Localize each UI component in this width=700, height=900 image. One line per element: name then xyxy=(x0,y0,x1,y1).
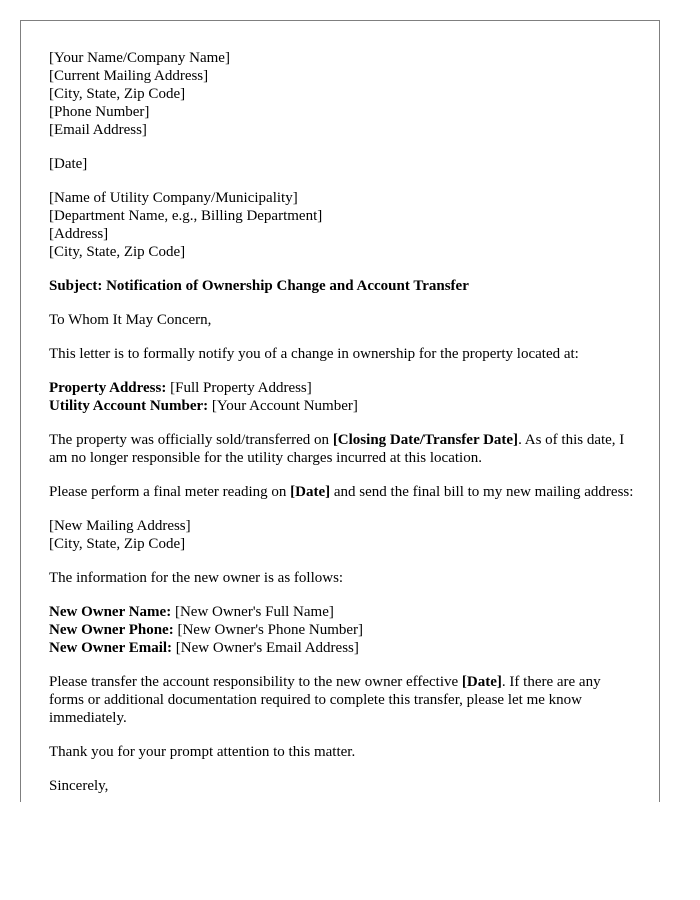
recipient-company: [Name of Utility Company/Municipality] xyxy=(49,190,298,206)
meter-paragraph xyxy=(49,483,639,501)
intro-paragraph: This letter is to formally notify you of a change in ownership for the property located at: xyxy=(49,346,579,362)
meter-text-end: and send the final bill to my new mailing address: xyxy=(330,484,634,500)
meter-text-start: Please perform a final meter reading on xyxy=(49,484,291,500)
new-owner-info xyxy=(49,603,639,657)
letter-date: [Date] xyxy=(49,156,88,172)
recipient-block xyxy=(49,189,639,261)
new-mailing-address: [New Mailing Address] xyxy=(49,518,191,534)
property-address-line xyxy=(49,379,639,397)
new-owner-email-value: [New Owner's Email Address] xyxy=(172,640,359,656)
new-address-block xyxy=(49,517,639,553)
property-info xyxy=(49,379,639,415)
new-city-state-zip: [City, State, Zip Code] xyxy=(49,536,186,552)
sender-city-state-zip: [City, State, Zip Code] xyxy=(49,86,186,102)
responsibility-text-end: . If there are any forms or additional documentation required to complete this transfer, please let me know immediately. xyxy=(49,674,601,726)
thanks-line: Thank you for your prompt attention to this matter. xyxy=(49,744,356,760)
transfer-text-end: . As of this date, I am no longer responsible for the utility charges incurred at this location. xyxy=(49,432,625,466)
new-owner-name-label: New Owner Name: xyxy=(49,604,172,620)
closing-line: Sincerely, xyxy=(49,778,109,794)
responsibility-text-start: Please transfer the account responsibility to the new owner effective xyxy=(49,674,462,690)
new-owner-email-line xyxy=(49,639,639,657)
salutation: To Whom It May Concern, xyxy=(49,312,212,328)
transfer-text-start: The property was officially sold/transferred on xyxy=(49,432,333,448)
new-owner-name-line xyxy=(49,603,639,621)
recipient-address: [Address] xyxy=(49,226,109,242)
account-number-label: Utility Account Number: xyxy=(49,398,209,414)
account-number-value: [Your Account Number] xyxy=(208,398,358,414)
new-owner-intro: The information for the new owner is as follows: xyxy=(49,570,344,586)
sender-email: [Email Address] xyxy=(49,122,147,138)
new-owner-phone-line xyxy=(49,621,639,639)
sender-phone: [Phone Number] xyxy=(49,104,150,120)
recipient-city-state-zip: [City, State, Zip Code] xyxy=(49,244,186,260)
responsibility-paragraph xyxy=(49,673,639,727)
property-address-label: Property Address: xyxy=(49,380,167,396)
letter-body xyxy=(49,49,639,802)
new-owner-phone-value: [New Owner's Phone Number] xyxy=(173,622,364,638)
new-owner-name-value: [New Owner's Full Name] xyxy=(171,604,334,620)
subject-line xyxy=(49,277,639,295)
closing-date-placeholder: [Closing Date/Transfer Date] xyxy=(332,432,519,448)
letter-page xyxy=(20,20,660,802)
meter-date-placeholder: [Date] xyxy=(290,484,331,500)
sender-address: [Current Mailing Address] xyxy=(49,68,209,84)
property-address-value: [Full Property Address] xyxy=(166,380,312,396)
transfer-paragraph xyxy=(49,431,639,467)
account-number-line xyxy=(49,397,639,415)
subject-text: Subject: Notification of Ownership Change and Account Transfer xyxy=(49,278,469,294)
new-owner-phone-label: New Owner Phone: xyxy=(49,622,174,638)
new-owner-email-label: New Owner Email: xyxy=(49,640,173,656)
sender-block xyxy=(49,49,639,139)
recipient-department: [Department Name, e.g., Billing Department] xyxy=(49,208,323,224)
effective-date-placeholder: [Date] xyxy=(461,674,502,690)
sender-name: [Your Name/Company Name] xyxy=(49,50,230,66)
